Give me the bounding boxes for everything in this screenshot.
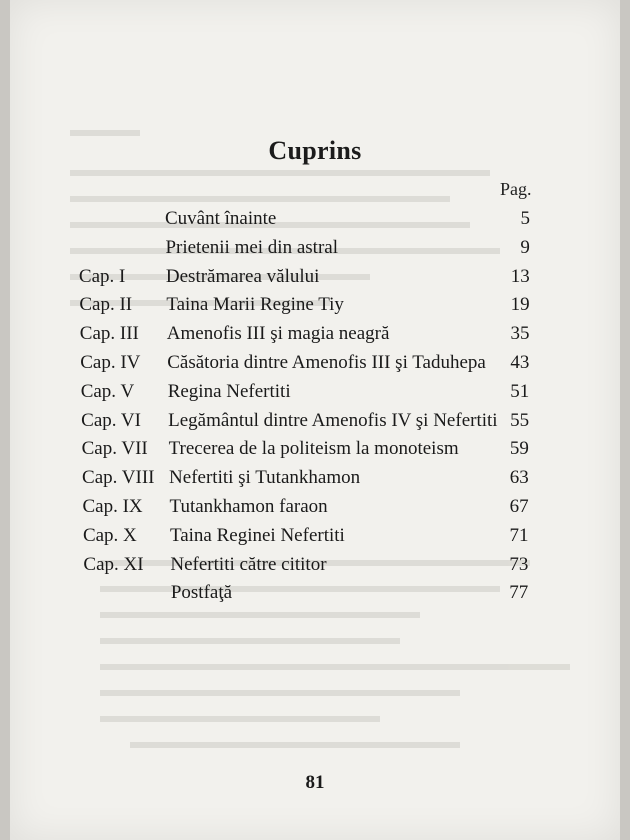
- toc-page-number: 51: [510, 380, 530, 402]
- toc-entry: [0, 237, 630, 263]
- toc-entry: [0, 438, 630, 464]
- toc-chapter-number: Cap. IV: [80, 352, 141, 373]
- toc-entry-title: Prietenii mei din astral: [165, 236, 338, 258]
- toc-chapter-number: Cap. II: [79, 294, 133, 316]
- toc-page-number: 59: [509, 438, 529, 460]
- page-column-label: Pag.: [500, 179, 532, 199]
- toc-entry-title: Amenofis III şi magia neagră: [166, 323, 390, 345]
- toc-page-number: 9: [520, 236, 530, 258]
- toc-chapter-number: Cap. VI: [81, 409, 141, 431]
- toc-entry: [0, 496, 630, 522]
- toc-entry: [0, 323, 630, 349]
- toc-entry-title: Căsătoria dintre Amenofis III şi Taduhepa: [167, 352, 486, 373]
- toc-entry: [0, 554, 630, 580]
- toc-page-number: 71: [509, 524, 529, 546]
- toc-entry-title: Legământul dintre Amenofis IV şi Nefertiti: [168, 409, 498, 431]
- toc-page-number: 5: [520, 208, 530, 229]
- page-number: 81: [305, 772, 325, 793]
- toc-entry: [0, 266, 630, 292]
- toc-page-number: 63: [509, 467, 529, 489]
- toc-entry: [0, 294, 630, 320]
- toc-entry-title: Taina Reginei Nefertiti: [169, 524, 345, 546]
- toc-chapter-number: Cap. IX: [82, 496, 143, 517]
- toc-chapter-number: Cap. XI: [83, 553, 144, 575]
- toc-page-number: 43: [510, 352, 530, 373]
- toc-entry-title: Regina Nefertiti: [167, 380, 291, 402]
- toc-page-number: 73: [509, 553, 529, 575]
- toc-entry-title: Nefertiti către cititor: [170, 553, 327, 575]
- toc-page-number: 77: [509, 582, 529, 604]
- toc-entry: [0, 525, 630, 551]
- toc-entry-title: Taina Marii Regine Tiy: [166, 294, 344, 316]
- toc-chapter-number: Cap. VIII: [82, 467, 155, 489]
- toc-chapter-number: Cap. VII: [81, 438, 148, 460]
- toc-entry-title: Destrămarea vălului: [165, 265, 320, 287]
- page-title: Cuprins: [268, 136, 362, 165]
- toc-entry-title: Cuvânt înainte: [165, 208, 277, 229]
- toc-page-number: 67: [509, 496, 529, 517]
- toc-page-number: 19: [510, 294, 530, 316]
- toc-entry: [0, 410, 630, 436]
- toc-entry: [0, 582, 630, 608]
- toc-entry-title: Postfaţă: [170, 582, 233, 604]
- toc-entry: [0, 208, 630, 234]
- toc-page-number: 55: [510, 409, 530, 431]
- toc-entry: [0, 467, 630, 493]
- toc-chapter-number: Cap. X: [82, 524, 137, 546]
- toc-entry: [0, 381, 630, 407]
- toc-chapter-number: Cap. III: [79, 323, 139, 345]
- toc-entry: [0, 352, 630, 378]
- toc-chapter-number: Cap. I: [78, 265, 126, 287]
- toc-chapter-number: Cap. V: [80, 380, 135, 402]
- toc-entry-title: Tutankhamon faraon: [169, 496, 328, 517]
- toc-entry-title: Trecerea de la politeism la monoteism: [168, 438, 459, 460]
- toc-entry-title: Nefertiti şi Tutankhamon: [169, 467, 361, 489]
- toc-page-number: 35: [510, 323, 530, 345]
- toc-page-number: 13: [510, 265, 530, 287]
